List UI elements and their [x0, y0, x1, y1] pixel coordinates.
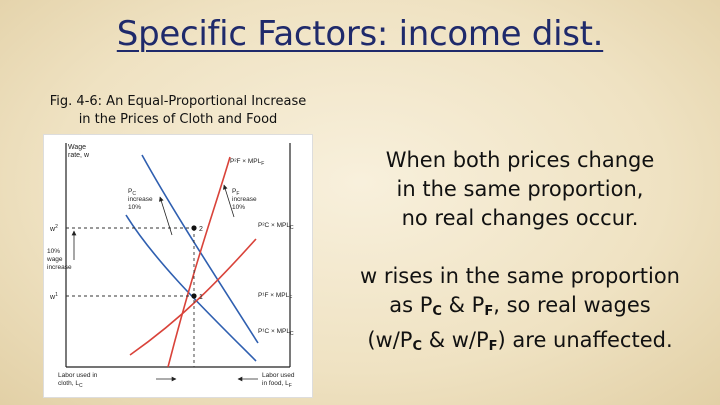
y-axis-label-2: rate, w [68, 152, 90, 159]
curve-pc1-label: $P^1C \times MPL_C$ [258, 328, 294, 337]
x-right-label-2: in food, $L_F$ [262, 380, 292, 389]
para1-line-3: no real changes occur. [401, 206, 639, 230]
curve-pf2-label: $P^2F \times MPL_F$ [230, 158, 265, 167]
x-left-label-1: Labor used in [58, 372, 98, 379]
curve-pf2-mpl-f [168, 157, 230, 367]
wage-increase-line-2: wage [47, 256, 63, 263]
caption-line-1: Fig. 4-6: An Equal-Proportional Increase [49, 94, 307, 109]
para2-line-1: w rises in the same proportion [359, 264, 680, 288]
x-left-label-2: cloth, $L_C$ [58, 380, 83, 389]
para2-line-3: ($w/P_C$ & $w/P_F$) are unaffected. [367, 328, 673, 354]
pf-increase-line-2: increase [232, 196, 257, 203]
equilibrium-point-2 [191, 225, 196, 230]
caption-line-2: in the Prices of Cloth and Food [78, 112, 278, 127]
curve-pc2-label: $P^2C \times MPL_C$ [258, 222, 294, 231]
equilibrium-figure [44, 135, 312, 397]
paragraph-real-wages [332, 262, 708, 361]
pc-increase-line-2: increase [128, 196, 153, 203]
para1-line-1: When both prices change [385, 148, 655, 172]
pf-increase-line-3: 10% [232, 204, 246, 211]
para2-line-2: as $P_C$ & $P_F$, so real wages [389, 293, 651, 319]
w2-label: $w^2$ [50, 224, 58, 233]
curve-pf1-label: $P^1F \times MPL_F$ [258, 292, 293, 301]
w1-label: $w^1$ [50, 292, 58, 301]
para1-line-2: in the same proportion, [396, 177, 644, 201]
point-1-label: 1 [199, 294, 203, 301]
x-right-label-1: Labor used [262, 372, 295, 379]
wage-increase-line-3: increase [47, 264, 72, 271]
y-axis-label-1: Wage [68, 144, 87, 151]
figure-svg [44, 135, 312, 397]
paragraph-proportional-change [340, 146, 700, 233]
figure-caption [28, 93, 328, 129]
pf-increase-label: $P_F$ [232, 188, 240, 197]
wage-increase-line-1: 10% [47, 248, 61, 255]
curve-pc2-mpl-c [142, 155, 258, 343]
pc-increase-label: $P_C$ [128, 188, 136, 197]
slide-title: Specific Factors: income dist. [116, 14, 604, 54]
point-2-label: 2 [199, 226, 203, 233]
equilibrium-point-1 [191, 293, 196, 298]
pc-increase-line-3: 10% [128, 204, 142, 211]
